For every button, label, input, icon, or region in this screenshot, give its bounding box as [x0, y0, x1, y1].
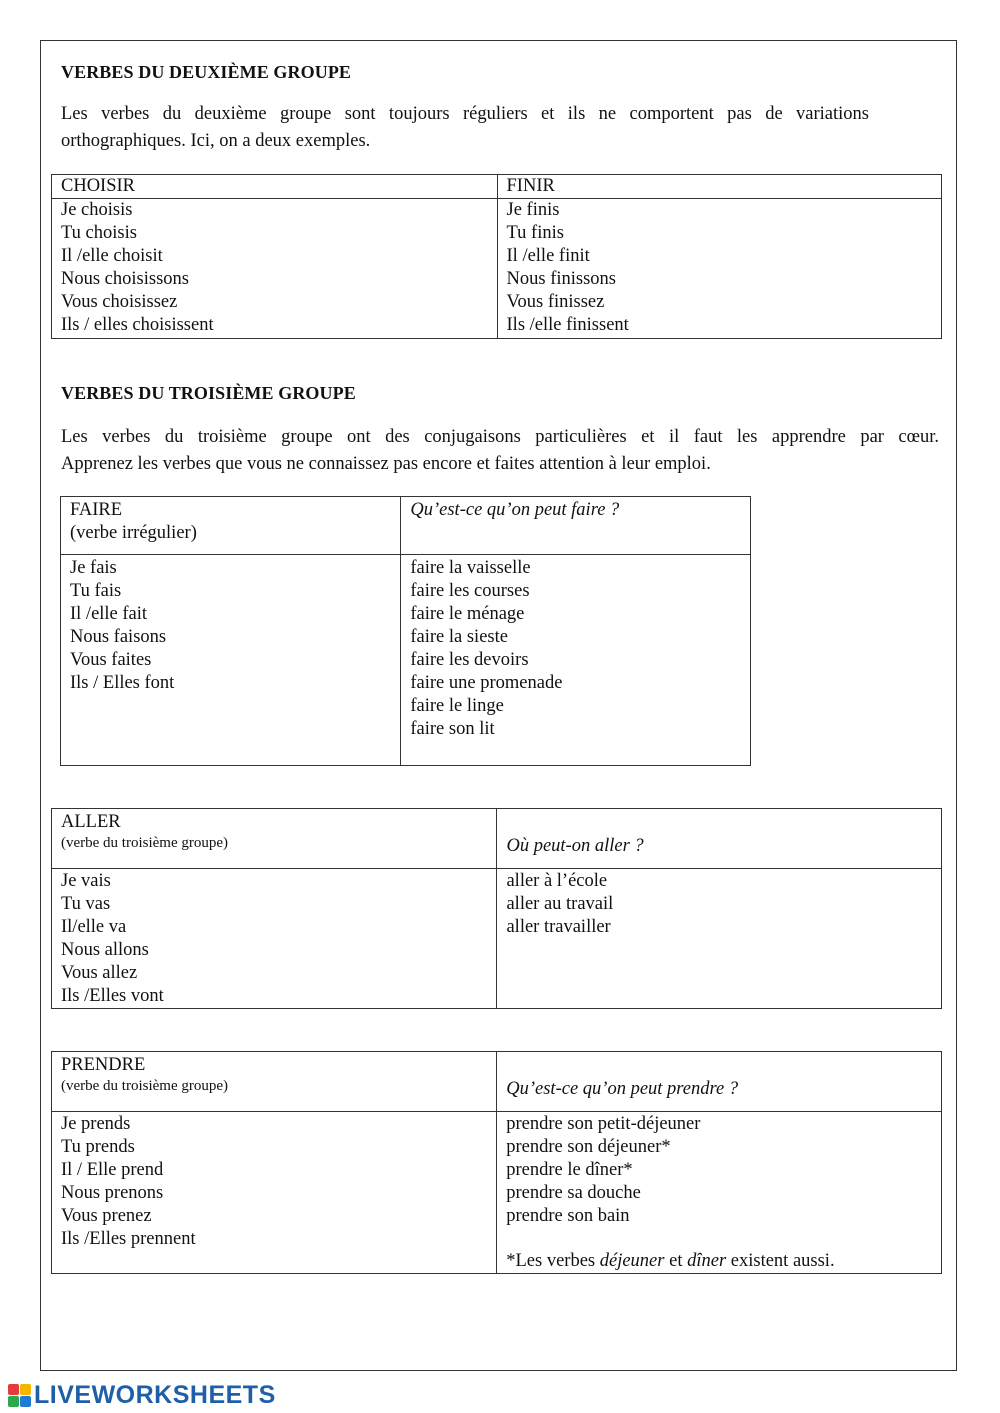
prendre-form: Ils /Elles prennent — [61, 1229, 196, 1249]
faire-header-cell — [61, 497, 401, 555]
aller-table — [51, 808, 942, 1009]
section2-intro-line2: orthographiques. Ici, on a deux exemples. — [61, 131, 371, 151]
section3-intro-line2: Apprenez les verbes que vous ne connaissez pas encore et faites attention à leur emploi. — [61, 454, 711, 474]
footnote-suffix: existent aussi. — [726, 1251, 835, 1271]
aller-subheader: (verbe du troisième groupe) — [61, 835, 229, 851]
choisir-form: Nous choisissons — [61, 269, 189, 289]
prendre-form: Je prends — [61, 1114, 131, 1134]
faire-use: faire la vaisselle — [410, 558, 531, 578]
prendre-header: PRENDRE — [61, 1055, 146, 1075]
liveworksheets-logo[interactable] — [8, 1382, 276, 1408]
faire-form: Il /elle fait — [70, 604, 148, 624]
logo-square-icon — [8, 1396, 19, 1407]
section2-intro — [61, 101, 869, 155]
prendre-question: Qu’est-ce qu’on peut prendre ? — [506, 1079, 739, 1099]
prendre-question-cell — [497, 1052, 942, 1112]
aller-form: Ils /Elles vont — [61, 986, 164, 1006]
finir-form: Il /elle finit — [506, 246, 590, 266]
finir-form: Ils /elle finissent — [506, 315, 629, 335]
faire-form: Tu fais — [70, 581, 122, 601]
section3-intro-line1: Les verbes du troisième groupe ont des conjugaisons particulières et il faut les apprendre par cœur. — [61, 427, 939, 447]
faire-header: FAIRE — [70, 500, 123, 520]
section2-intro-line1: Les verbes du deuxième groupe sont toujours réguliers et ils ne comportent pas de variations — [61, 104, 869, 124]
prendre-form: Il / Elle prend — [61, 1160, 164, 1180]
prendre-use: prendre le dîner* — [506, 1160, 633, 1180]
finir-form: Tu finis — [506, 223, 564, 243]
footnote-word-dejeuner: déjeuner — [599, 1251, 665, 1271]
prendre-header-cell — [52, 1052, 497, 1112]
faire-question-cell — [401, 497, 751, 555]
finir-header: FINIR — [497, 175, 941, 199]
aller-use: aller au travail — [506, 894, 614, 914]
faire-use: faire les courses — [410, 581, 530, 601]
faire-use: faire son lit — [410, 719, 495, 739]
faire-subheader: (verbe irrégulier) — [70, 523, 197, 543]
aller-uses — [497, 869, 942, 1009]
section3-title: VERBES DU TROISIÈME GROUPE — [61, 383, 356, 403]
faire-form: Ils / Elles font — [70, 673, 175, 693]
faire-use: faire les devoirs — [410, 650, 529, 670]
finir-form: Nous finissons — [506, 269, 616, 289]
faire-question: Qu’est-ce qu’on peut faire ? — [410, 500, 620, 520]
prendre-form: Vous prenez — [61, 1206, 152, 1226]
aller-form: Tu vas — [61, 894, 111, 914]
faire-uses — [401, 555, 751, 766]
finir-form: Je finis — [506, 200, 560, 220]
faire-use: faire le linge — [410, 696, 504, 716]
aller-question-cell — [497, 809, 942, 869]
aller-form: Je vais — [61, 871, 111, 891]
prendre-form: Tu prends — [61, 1137, 135, 1157]
choisir-form: Ils / elles choisissent — [61, 315, 214, 335]
logo-square-icon — [20, 1384, 31, 1395]
prendre-use: prendre son déjeuner* — [506, 1137, 671, 1157]
faire-forms — [61, 555, 401, 766]
finir-form: Vous finissez — [506, 292, 605, 312]
section2-title: VERBES DU DEUXIÈME GROUPE — [61, 62, 352, 82]
second-group-table — [51, 174, 942, 339]
prendre-forms — [52, 1112, 497, 1274]
choisir-forms — [52, 199, 498, 339]
faire-use: faire le ménage — [410, 604, 525, 624]
prendre-use: prendre son bain — [506, 1206, 630, 1226]
prendre-subheader: (verbe du troisième groupe) — [61, 1078, 229, 1094]
choisir-form: Je choisis — [61, 200, 133, 220]
choisir-header: CHOISIR — [52, 175, 498, 199]
logo-text: LIVEWORKSHEETS — [34, 1380, 276, 1409]
aller-use: aller travailler — [506, 917, 611, 937]
faire-form: Je fais — [70, 558, 117, 578]
faire-use: faire la sieste — [410, 627, 508, 647]
footnote-mid: et — [664, 1251, 688, 1271]
aller-form: Il/elle va — [61, 917, 127, 937]
finir-forms — [497, 199, 941, 339]
choisir-form: Tu choisis — [61, 223, 137, 243]
aller-form: Nous allons — [61, 940, 149, 960]
footnote-prefix: *Les verbes — [506, 1251, 600, 1271]
prendre-table — [51, 1051, 942, 1274]
aller-header-cell — [52, 809, 497, 869]
logo-square-icon — [8, 1384, 19, 1395]
logo-square-icon — [20, 1396, 31, 1407]
prendre-use: prendre sa douche — [506, 1183, 641, 1203]
aller-use: aller à l’école — [506, 871, 608, 891]
faire-use: faire une promenade — [410, 673, 563, 693]
prendre-footnote — [506, 1250, 932, 1273]
faire-form: Vous faites — [70, 650, 152, 670]
faire-table — [60, 496, 751, 766]
prendre-form: Nous prenons — [61, 1183, 164, 1203]
aller-forms — [52, 869, 497, 1009]
faire-form: Nous faisons — [70, 627, 167, 647]
choisir-form: Il /elle choisit — [61, 246, 163, 266]
choisir-form: Vous choisissez — [61, 292, 178, 312]
liveworksheets-logo-icon — [8, 1384, 31, 1407]
aller-form: Vous allez — [61, 963, 138, 983]
prendre-use: prendre son petit-déjeuner — [506, 1114, 701, 1134]
prendre-uses — [497, 1112, 942, 1274]
section3-intro — [61, 424, 939, 478]
aller-header: ALLER — [61, 812, 121, 832]
aller-question: Où peut-on aller ? — [506, 836, 644, 856]
footnote-word-diner: dîner — [687, 1251, 727, 1271]
